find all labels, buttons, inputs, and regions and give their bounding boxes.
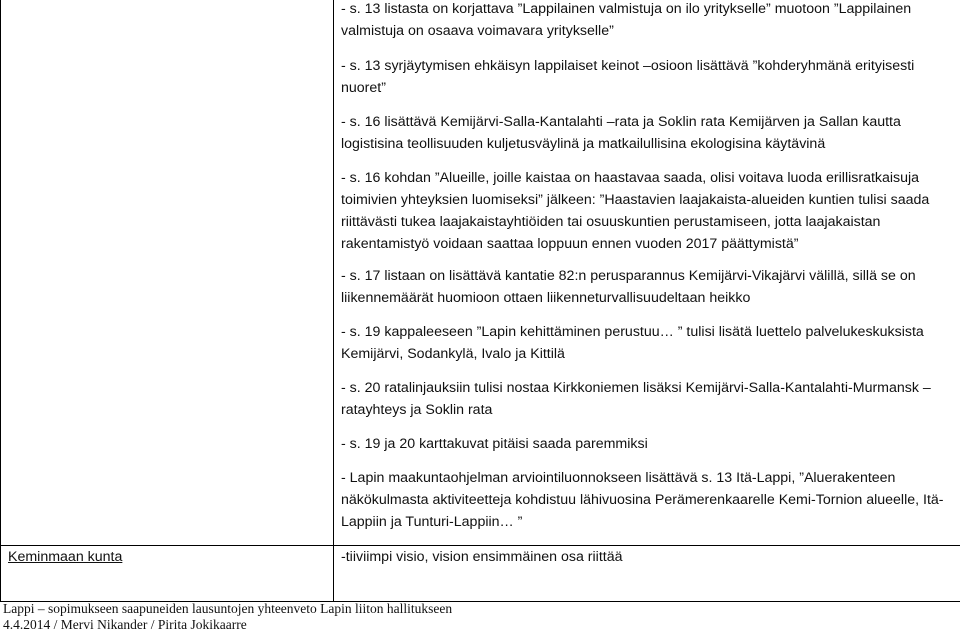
table-column-divider	[333, 0, 334, 546]
comment-paragraph: - s. 16 kohdan ”Alueille, joille kaistaa on haastavaa saada, olisi voitava luoda erillisratkaisuja toimivien yhteyksien luomiseksi” jälkeen: ”Haastavien laajakaista-alueiden kuntien tulisi saada riittävästi tukea laajakaistayhtiöiden tai osuuskuntien perustamiseen, jotta laajakaistan rakentamistyö voidaan saattaa loppuun ennen vuoden 2017 päättymistä”	[341, 170, 930, 252]
comment-paragraph: - Lapin maakuntaohjelman arviointiluonnokseen lisättävä s. 13 Itä-Lappi, ”Aluerakenteen näkökulmasta aktiviteetteja kohdistuu lähivuosina Perämerenkaarelle Kemi-Tornion alueelle, Itä-Lappiin ja Tunturi-Lappiin… ”	[341, 470, 944, 530]
comment-paragraph: - s. 19 ja 20 karttakuvat pitäisi saada paremmiksi	[341, 436, 648, 452]
comment-paragraph: - s. 13 syrjäytymisen ehkäisyn lappilaiset keinot –osioon lisättävä ”kohderyhmänä erityisesti nuoret”	[341, 58, 915, 96]
table-column-divider-lower	[333, 546, 334, 602]
municipality-name: Keminmaan kunta	[8, 549, 123, 565]
comment-paragraph: - s. 19 kappaleeseen ”Lapin kehittäminen perustuu… ” tulisi lisätä luettelo palvelukeskuksista Kemijärvi, Sodankylä, Ivalo ja Kittilä	[341, 324, 924, 362]
comment-paragraph: - s. 20 ratalinjauksiin tulisi nostaa Kirkkoniemen lisäksi Kemijärvi-Salla-Kantalahti-Murmansk –ratayhteys ja Soklin rata	[341, 380, 931, 418]
footer-title: Lappi – sopimukseen saapuneiden lausuntojen yhteenveto Lapin liiton hallitukseen	[3, 601, 453, 616]
document-footer	[3, 601, 452, 633]
table-left-border	[0, 0, 1, 602]
municipality-comment: -tiiviimpi visio, vision ensimmäinen osa riittää	[341, 549, 623, 565]
footer-date-authors: 4.4.2014 / Mervi Nikander / Pirita Jokikaarre	[3, 617, 247, 632]
comment-paragraph: - s. 13 listasta on korjattava ”Lappilainen valmistuja on ilo yritykselle” muotoon ”Lappilainen valmistuja on osaava voimavara yritykselle”	[341, 1, 912, 39]
comment-paragraph: - s. 16 lisättävä Kemijärvi-Salla-Kantalahti –rata ja Soklin rata Kemijärven ja Sallan kautta logistisina teollisuuden kuljetusväylinä ja matkailullisina ekologisina käytävinä	[341, 114, 901, 152]
comment-paragraph: - s. 17 listaan on lisättävä kantatie 82:n perusparannus Kemijärvi-Vikajärvi välillä, sillä se on liikennemäärät huomioon ottaen liikenneturvallisuudeltaan heikko	[341, 268, 916, 306]
